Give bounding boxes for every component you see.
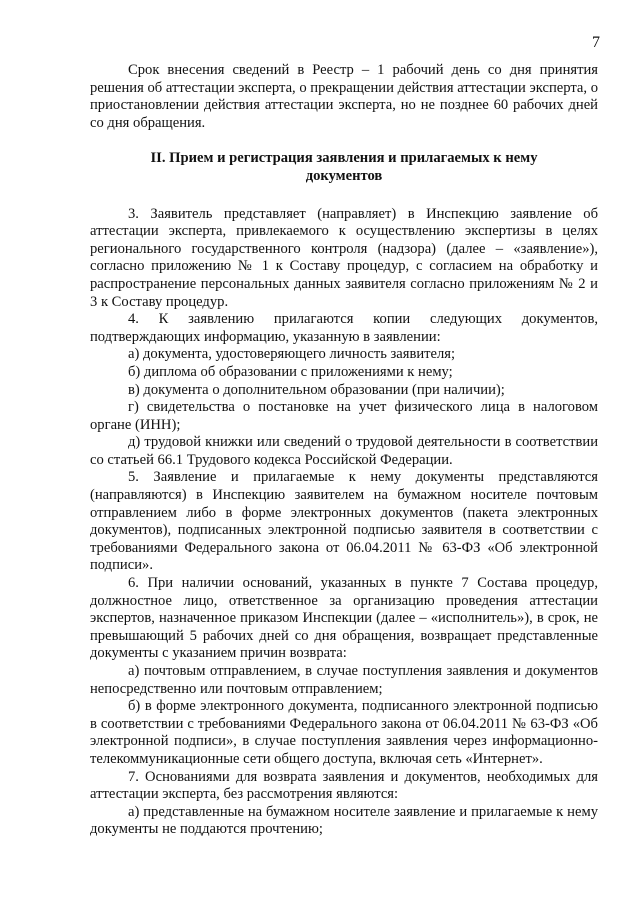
- list-item-v: в) документа о дополнительном образовании (при наличии);: [128, 381, 505, 398]
- paragraph-4: 4. К заявлению прилагаются копии следующих документов, подтверждающих информацию, указанную в заявлении:: [90, 311, 598, 345]
- section-title: II. Прием и регистрация заявления и прилагаемых к нему документов: [150, 150, 538, 184]
- paragraph-7: 7. Основаниями для возврата заявления и документов, необходимых для аттестации эксперта, без рассмотрения являются:: [90, 768, 598, 803]
- list-item-d: д) трудовой книжки или сведений о трудовой деятельности в соответствии со статьей 66.1 Трудового кодекса Российской Федерации.: [90, 434, 598, 468]
- page-number: 7: [592, 34, 600, 51]
- ground-item-a: а) представленные на бумажном носителе заявление и прилагаемые к нему документы не поддаются прочтению;: [90, 803, 598, 838]
- list-item-b: б) диплома об образовании с приложениями к нему;: [128, 363, 453, 380]
- return-option-a: а) почтовым отправлением, в случае поступления заявления и документов непосредственно или почтовым отправлением;: [90, 663, 598, 697]
- list-item-a: а) документа, удостоверяющего личность заявителя;: [128, 346, 456, 363]
- intro-paragraph: Срок внесения сведений в Реестр – 1 рабочий день со дня принятия решения об аттестации эксперта, о прекращении действия аттестации эксперта, о приостановлении действия аттестации эксперта, но не позднее 60 рабочих дней со дня обращения.: [90, 62, 598, 131]
- paragraph-5: 5. Заявление и прилагаемые к нему документы представляются (направляются) в Инспекцию заявителем на бумажном носителе почтовым отправлением либо в форме электронных документов (пакета электронных документов), подписанных электронной подписью заявителя в соответствии с требованиями Федерального закона от 06.04.2011 № 63-ФЗ «Об электронной подписи».: [90, 469, 598, 574]
- list-item-g: г) свидетельства о постановке на учет физического лица в налоговом органе (ИНН);: [90, 399, 598, 433]
- paragraph-3: 3. Заявитель представляет (направляет) в Инспекцию заявление об аттестации эксперта, привлекаемого к осуществлению экспертизы в целях регионального государственного контроля (надзора) (далее – «заявление»), согласно приложению № 1 к Составу процедур, с согласием на обработку и распространение персональных данных заявителя согласно приложениям № 2 и 3 к Составу процедур.: [90, 205, 598, 310]
- return-option-b: б) в форме электронного документа, подписанного электронной подписью в соответствии с требованиями Федерального закона от 06.04.2011 № 63-ФЗ «Об электронной подписи», в случае поступления заявления через информационно-телекоммуникационные сети общего доступа, включая сеть «Интернет».: [90, 698, 598, 767]
- paragraph-6: 6. При наличии оснований, указанных в пункте 7 Состава процедур, должностное лицо, ответственное за организацию проведения аттестации экспертов, назначенное приказом Инспекции (далее – «исполнитель»), в срок, не превышающий 5 рабочих дней со дня обращения, возвращает представленные документы с указанием причин возврата:: [90, 575, 598, 662]
- document-body: [90, 62, 598, 839]
